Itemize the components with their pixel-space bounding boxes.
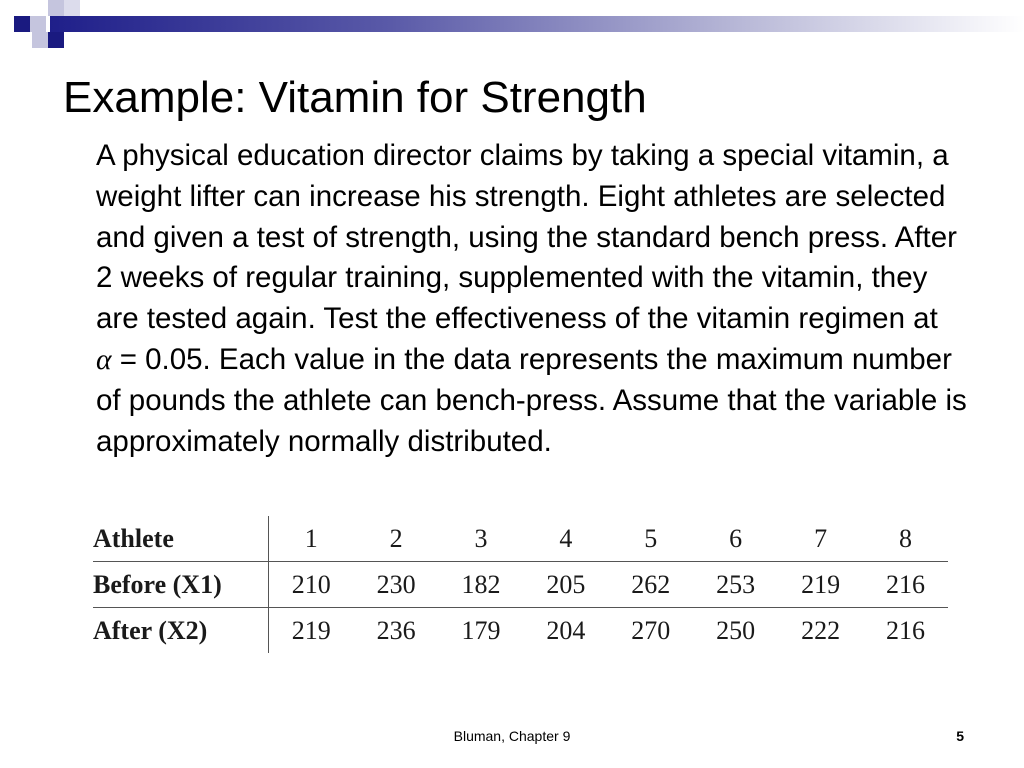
- data-table: [93, 516, 948, 653]
- athlete-number: 4: [523, 516, 608, 562]
- footer-source: Bluman, Chapter 9: [453, 728, 571, 744]
- athlete-number: 7: [778, 516, 863, 562]
- after-value: 250: [716, 615, 756, 645]
- before-value: 216: [863, 562, 948, 608]
- row-label-before: Before (X1): [93, 562, 268, 608]
- before-value: 253: [693, 562, 778, 608]
- decorative-square: [14, 16, 30, 32]
- athlete-number: 6: [693, 516, 778, 562]
- athlete-number: 1: [268, 516, 353, 562]
- problem-text-intro: A physical education director claims by taking a special vitamin, a weight lifter can increase his strength. Eight athletes are selected and given a test of strength, using the standard bench press. After 2 weeks of regular training, supplemented with the vitamin, they are tested again. Test the effectiveness of the vitamin regimen at: [96, 139, 957, 336]
- after-value: 270: [631, 615, 671, 645]
- after-value: 204: [546, 615, 586, 645]
- athlete-number: 8: [863, 516, 948, 562]
- alpha-symbol: α: [96, 343, 112, 376]
- decorative-square: [48, 0, 64, 16]
- athlete-number: 2: [354, 516, 439, 562]
- table-row-before: [93, 562, 948, 608]
- header-gradient-bar: [50, 16, 1024, 32]
- athlete-number: 3: [439, 516, 524, 562]
- before-value: 262: [608, 562, 693, 608]
- problem-text-rest: = 0.05. Each value in the data represents the maximum number of pounds the athlete can bench-press. Assume that the variable is approximately normally distributed.: [96, 342, 967, 458]
- after-value: 219: [291, 615, 331, 645]
- after-value: 216: [886, 615, 925, 645]
- before-value: 205: [523, 562, 608, 608]
- decorative-square: [32, 32, 48, 48]
- decorative-square: [48, 32, 64, 48]
- after-value: 222: [801, 615, 841, 645]
- row-label-athlete: Athlete: [93, 516, 268, 562]
- before-value: 230: [354, 562, 439, 608]
- after-value: 236: [376, 615, 416, 645]
- header-decoration: [0, 0, 1024, 48]
- decorative-square: [30, 16, 46, 32]
- before-value: 182: [439, 562, 524, 608]
- page-number: 5: [956, 728, 964, 744]
- slide-title: Example: Vitamin for Strength: [63, 73, 647, 122]
- athlete-number: 5: [608, 516, 693, 562]
- problem-statement: [96, 136, 976, 462]
- table-row-athlete: [93, 516, 948, 562]
- decorative-square: [64, 0, 80, 16]
- table-row-after: [93, 608, 948, 654]
- before-value: 219: [778, 562, 863, 608]
- row-label-after: After (X2): [93, 608, 268, 654]
- before-value: 210: [268, 562, 353, 608]
- after-value: 179: [461, 615, 501, 645]
